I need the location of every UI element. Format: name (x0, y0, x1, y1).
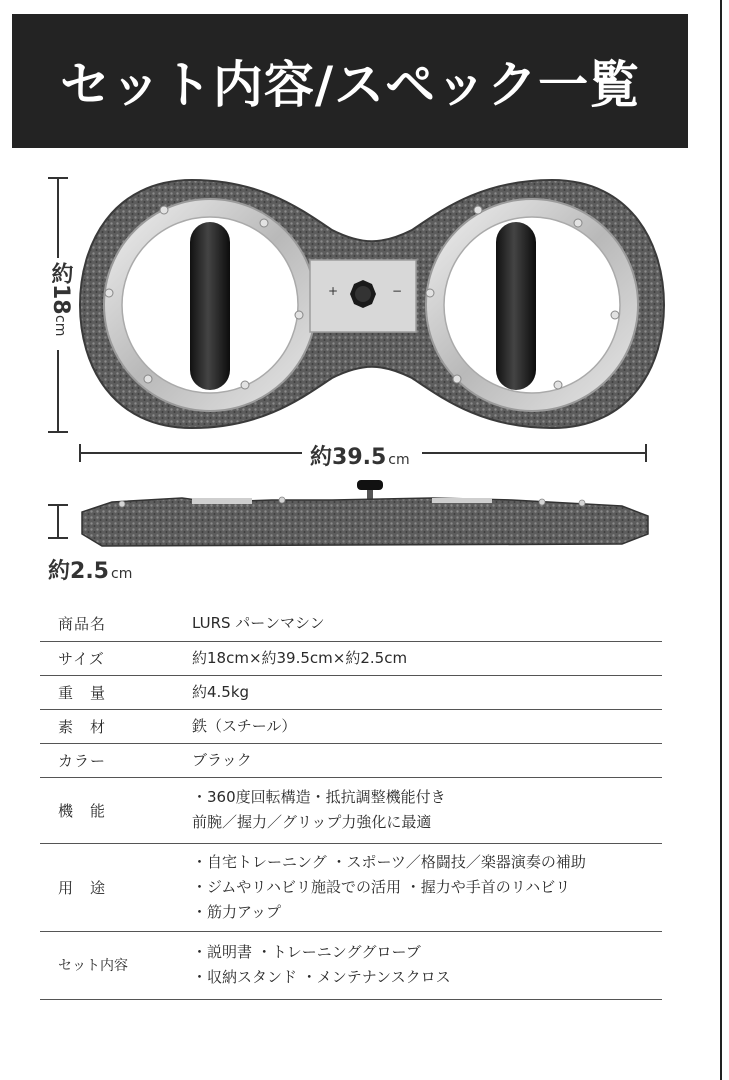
knob-plus-mark: + (328, 284, 339, 298)
spec-value-line: ・収納スタンド ・メンテナンスクロス (192, 968, 451, 986)
spec-row-size (40, 641, 662, 675)
height-value: 18 (48, 284, 73, 315)
width-prefix: 約 (310, 445, 333, 470)
spec-label: 商品名 (40, 607, 178, 641)
spec-value (178, 931, 662, 999)
thickness-label (48, 554, 132, 585)
product-illustration-area (12, 150, 688, 590)
thickness-prefix: 約 (48, 559, 71, 584)
spec-row-color (40, 743, 662, 777)
thickness-dimension-line (48, 505, 68, 538)
spec-label: カラー (40, 743, 178, 777)
spec-value (178, 709, 662, 743)
spec-row-function (40, 777, 662, 843)
spec-label: 素 材 (40, 709, 178, 743)
spec-value-line: LURS パーンマシン (192, 614, 325, 633)
grip-side-view (82, 480, 648, 546)
spec-label: 重 量 (40, 675, 178, 709)
spec-value-line: ブラック (192, 750, 252, 769)
spec-label: 機 能 (40, 777, 178, 843)
product-diagram (12, 150, 688, 590)
spec-value (178, 675, 662, 709)
spec-value (178, 607, 662, 641)
spec-label: サイズ (40, 641, 178, 675)
spec-value-line: 鉄（スチール） (192, 716, 297, 735)
header-banner (12, 14, 688, 148)
spec-value-line: ・360度回転構造・抵抗調整機能付き (192, 788, 446, 806)
thickness-value: 2.5 (70, 559, 109, 584)
spec-value-line: 約4.5kg (192, 682, 250, 701)
grip-top-view (80, 180, 664, 428)
height-unit: cm (52, 314, 68, 336)
page-title: セット内容/スペック一覧 (59, 56, 641, 114)
spec-label: セット内容 (40, 931, 178, 999)
width-label (310, 440, 410, 471)
spec-value (178, 777, 662, 843)
spec-value-line: ・ジムやリハビリ施設での活用 ・握力や手首のリハビリ (192, 877, 571, 896)
width-unit: cm (388, 452, 410, 468)
page-edge-rule (720, 0, 722, 1080)
width-value: 39.5 (332, 445, 387, 470)
spec-value-line: ・筋力アップ (192, 902, 281, 921)
spec-value (178, 843, 662, 931)
spec-row-weight (40, 675, 662, 709)
spec-value (178, 743, 662, 777)
spec-row-set-contents (40, 931, 662, 999)
height-prefix: 約 (48, 262, 73, 284)
thickness-unit: cm (111, 566, 133, 582)
spec-row-product-name (40, 607, 662, 641)
spec-row-usage (40, 843, 662, 931)
spec-label: 用 途 (40, 843, 178, 931)
spec-value-line: ・自宅トレーニング ・スポーツ／格闘技／楽器演奏の補助 (192, 852, 586, 871)
height-label (45, 262, 76, 336)
spec-value-line: 前腕／握力／グリップ力強化に最適 (192, 813, 432, 831)
spec-row-material (40, 709, 662, 743)
spec-table (40, 607, 662, 1000)
spec-value-line: ・説明書 ・トレーニンググローブ (192, 943, 421, 961)
spec-value-line: 約18cm×約39.5cm×約2.5cm (192, 648, 408, 667)
knob-minus-mark: − (392, 284, 403, 298)
spec-value (178, 641, 662, 675)
